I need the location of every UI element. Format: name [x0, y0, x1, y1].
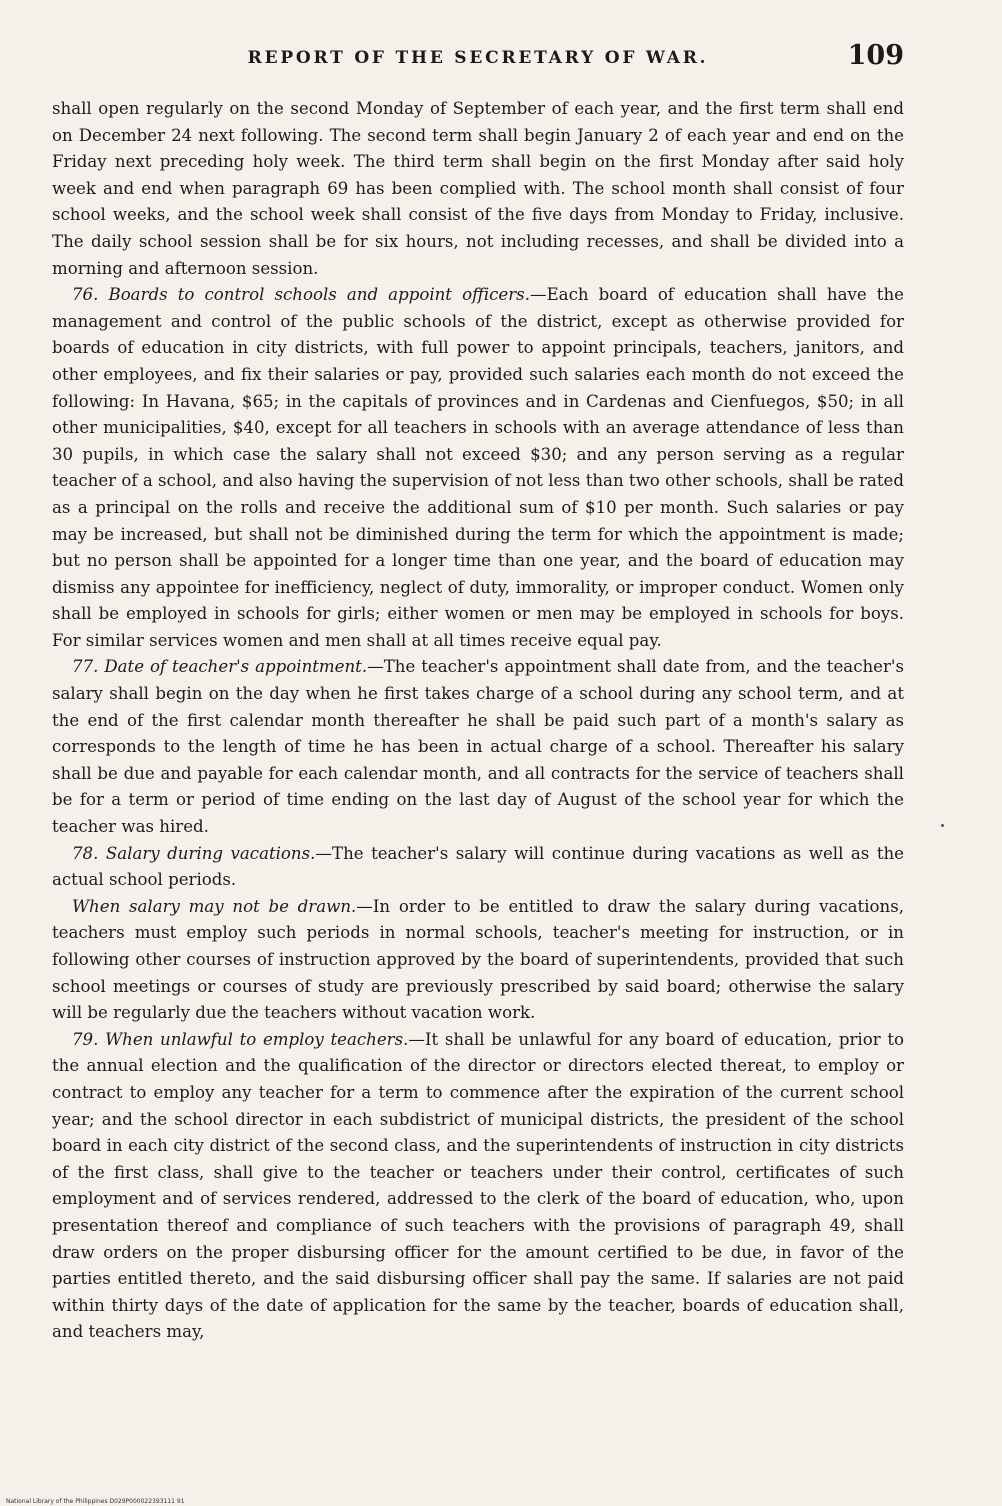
page-number: 109: [847, 40, 904, 71]
page-header: [52, 38, 904, 78]
paragraph-79: [52, 1027, 904, 1346]
paragraph-number: 79.: [72, 1029, 99, 1049]
paragraph-text: —Each board of education shall have the management and control of the public schools of the district, except as otherwise provided for boards of education in city districts, with full power to appoint principals, teachers, janitors, and other employees, and fix their salaries or pay, provided such salaries each month do not exceed the following: In Havana, $65; in the capitals of provinces and in Cardenas and Cienfuegos, $50; in all other municipalities, $40, except for all teachers in schools with an average attendance of less than 30 pupils, in which case the salary shall not exceed $30; and any person serving as a regular teacher of a school, and also having the supervision of not less than two other schools, shall be rated as a principal on the rolls and receive the additional sum of $10 per month. Such salaries or pay may be increased, but shall not be diminished during the term for which the appointment is made; but no person shall be appointed for a longer time than one year, and the board of education may dismiss any appointee for inefficiency, neglect of duty, immorality, or improper conduct. Women only shall be employed in schools for girls; either women or men may be employed in schools for boys. For similar services women and men shall at all times receive equal pay.: [52, 285, 904, 650]
scan-speck: [941, 824, 944, 827]
paragraph-salary-not-drawn: [52, 894, 904, 1027]
paragraph-number: 76.: [72, 285, 99, 305]
paragraph-text: —The teacher's appointment shall date from, and the teacher's salary shall begin on the day when he first takes charge of a school during any school term, and at the end of the first calendar month thereafter he shall be paid such part of a month's salary as corresponds to the length of time he has been in actual charge of a school. Thereafter his salary shall be due and payable for each calendar month, and all contracts for the service of teachers shall be for a term or period of time ending on the last day of August of the school year for which the teacher was hired.: [52, 657, 905, 837]
paragraph-number: 77.: [72, 657, 99, 677]
paragraph-heading: When salary may not be drawn.: [72, 896, 357, 916]
paragraph-77: [52, 654, 904, 840]
paragraph-heading: Boards to control schools and appoint officers.: [108, 285, 530, 305]
paragraph-78: [52, 841, 904, 894]
document-page: [52, 38, 904, 1346]
document-body: [52, 96, 904, 1346]
paragraph-text: —The teacher's salary will continue during vacations as well as the actual school periods.: [52, 843, 904, 890]
paragraph-text: —In order to be entitled to draw the salary during vacations, teachers must employ such periods in normal schools, teacher's meeting for instruction, or in following other courses of instruction approved by the board of superintendents, provided that such school meetings or courses of study are previously prescribed by said board; otherwise the salary will be regularly due the teachers without vacation work.: [52, 896, 904, 1023]
paragraph-text: shall open regularly on the second Monday of September of each year, and the first term shall end on December 24 next following. The second term shall begin January 2 of each year and end on the Friday next preceding holy week. The third term shall begin on the first Monday after said holy week and end when paragraph 69 has been complied with. The school month shall consist of four school weeks, and the school week shall consist of the five days from Monday to Friday, inclusive. The daily school session shall be for six hours, not including recesses, and shall be divided into a morning and afternoon session.: [52, 99, 904, 278]
paragraph-number: 78.: [72, 843, 99, 863]
paragraph-heading: Salary during vacations.: [105, 843, 316, 863]
paragraph-76: [52, 282, 904, 654]
paragraph-text: —It shall be unlawful for any board of education, prior to the annual election and the qualification of the director or directors elected thereat, to employ or contract to employ any teacher for a term to commence after the expiration of the current school year; and the school director in each subdistrict of municipal districts, the president of the school board in each city district of the second class, and the superintendents of instruction in city districts of the first class, shall give to the teacher or teachers under their control, certificates of such employment and of services rendered, addressed to the clerk of the board of education, who, upon presentation thereof and compliance of such teachers with the provisions of paragraph 49, shall draw orders on the proper disbursing officer for the amount certified to be due, in favor of the parties entitled thereto, and the said disbursing officer shall pay the same. If salaries are not paid within thirty days of the date of application for the same by the teacher, boards of education shall, and teachers may,: [52, 1029, 904, 1342]
paragraph-continuation: [52, 96, 904, 282]
paragraph-heading: Date of teacher's appointment.: [104, 657, 368, 677]
running-title: REPORT OF THE SECRETARY OF WAR.: [247, 48, 709, 68]
scan-credit: National Library of the Philippines D029P000022393111 91: [6, 1498, 185, 1505]
paragraph-heading: When unlawful to employ teachers.: [105, 1029, 409, 1049]
